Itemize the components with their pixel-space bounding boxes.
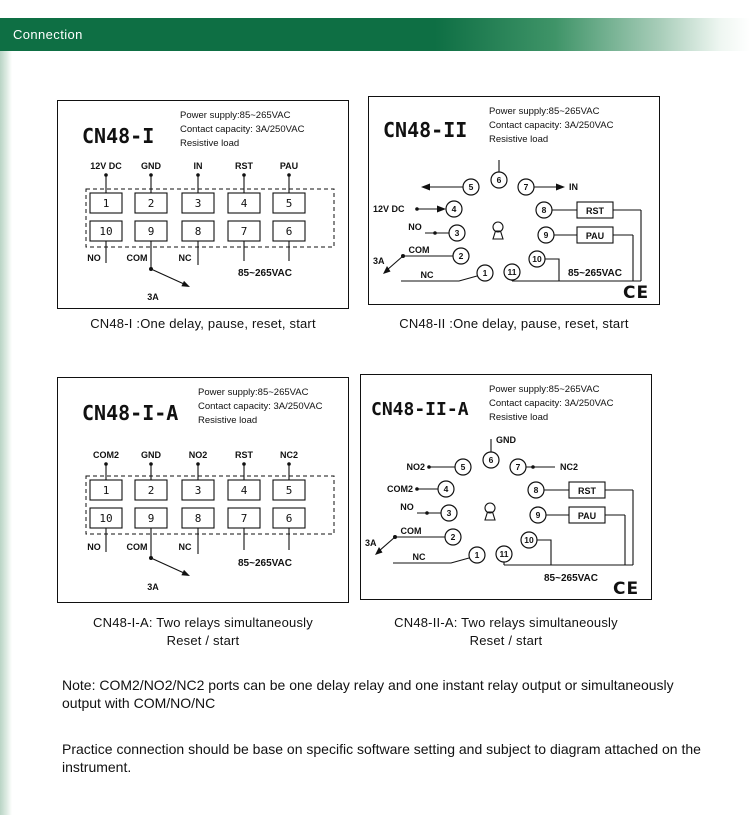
pin-number: 10 bbox=[524, 535, 534, 545]
spec-line: Power supply:85~265VAC bbox=[198, 387, 309, 398]
diagram-panel-cn48-i-a bbox=[57, 377, 349, 603]
terminal-number: 8 bbox=[194, 225, 202, 238]
spec-line: Power supply:85~265VAC bbox=[180, 110, 291, 121]
terminal-number: 8 bbox=[194, 512, 202, 525]
terminal-number: 7 bbox=[240, 225, 248, 238]
supply-voltage: 85~265VAC bbox=[567, 268, 623, 279]
spec-line: Contact capacity: 3A/250VAC bbox=[198, 401, 323, 412]
pin-number: 4 bbox=[443, 484, 449, 494]
left-labels bbox=[373, 204, 434, 280]
pin-number: 11 bbox=[499, 549, 509, 559]
supply-voltage: 85~265VAC bbox=[237, 268, 293, 279]
supply-wires bbox=[244, 528, 289, 550]
model-title: CN48-II-A bbox=[371, 399, 469, 420]
supply-wires bbox=[244, 241, 289, 261]
terminal-number: 4 bbox=[240, 484, 248, 497]
terminal-number: 1 bbox=[102, 484, 110, 497]
terminal-label: IN bbox=[193, 161, 203, 171]
terminal-label: 12V DC bbox=[90, 161, 122, 171]
terminal-number: 6 bbox=[285, 512, 293, 525]
pin-number: 8 bbox=[541, 205, 547, 215]
note-text: Note: COM2/NO2/NC2 ports can be one delay relay and one instant relay output or simultaneously output with COM/NO/NC bbox=[62, 677, 674, 712]
spec-text bbox=[489, 106, 614, 145]
spec-line: Resistive load bbox=[180, 138, 240, 149]
amp-rating: 3A bbox=[365, 538, 377, 548]
terminal-label: GND bbox=[141, 161, 161, 171]
contact-label: NO bbox=[87, 253, 101, 263]
pin-number: 9 bbox=[535, 510, 541, 520]
contact-label: NC bbox=[420, 270, 434, 280]
terminal-label: COM2 bbox=[92, 450, 120, 460]
pin-number: 5 bbox=[468, 182, 474, 192]
header-bar bbox=[0, 18, 750, 51]
input-label: IN bbox=[569, 182, 578, 192]
supply-voltage: 85~265VAC bbox=[543, 573, 599, 584]
pin-number: 8 bbox=[533, 485, 539, 495]
switch-arrow-icon bbox=[181, 570, 190, 576]
spec-line: Contact capacity: 3A/250VAC bbox=[489, 120, 614, 131]
terminal-number: 9 bbox=[147, 225, 155, 238]
supply-dc-label: 12V DC bbox=[373, 204, 405, 214]
terminal-number: 2 bbox=[147, 197, 155, 210]
pause-terminal bbox=[577, 227, 613, 243]
contact-label: NC bbox=[178, 253, 192, 263]
pin-number: 9 bbox=[543, 230, 549, 240]
terminal-number: 5 bbox=[285, 197, 293, 210]
terminal-label: GND bbox=[141, 450, 161, 460]
terminal-label: PAU bbox=[279, 161, 299, 171]
contact-label: NO bbox=[400, 502, 414, 512]
left-edge-strip bbox=[0, 51, 12, 815]
diagram-panel-cn48-i bbox=[57, 100, 349, 309]
contact-label: NC bbox=[412, 552, 426, 562]
contact-label: NO2 bbox=[406, 462, 425, 472]
ground-label: GND bbox=[496, 435, 516, 445]
relay-contact-wires bbox=[106, 241, 198, 287]
spec-line: Resistive load bbox=[489, 134, 549, 145]
terminal-number: 2 bbox=[147, 484, 155, 497]
contact-label: NC2 bbox=[560, 462, 579, 472]
terminal-row-2 bbox=[90, 508, 305, 528]
contact-label: COM2 bbox=[386, 484, 413, 494]
pin-number: 4 bbox=[451, 204, 457, 214]
label-wires bbox=[104, 462, 291, 480]
pause-terminal bbox=[569, 507, 605, 523]
terminal-number: 7 bbox=[240, 512, 248, 525]
terminal-label: NO2 bbox=[188, 450, 208, 460]
terminal-row-2 bbox=[90, 221, 305, 241]
terminal-number: 10 bbox=[99, 512, 113, 525]
cn48-ii-wiring-diagram bbox=[369, 97, 659, 304]
terminal-number: 9 bbox=[147, 512, 155, 525]
terminal-number: 3 bbox=[194, 484, 202, 497]
terminal-row-1 bbox=[90, 480, 305, 500]
spec-line: Power supply:85~265VAC bbox=[489, 106, 600, 117]
model-title: CN48-I-A bbox=[82, 401, 179, 425]
pin-number: 3 bbox=[454, 228, 460, 238]
practice-text: Practice connection should be base on specific software setting and subject to diagram attached on the instrument. bbox=[62, 741, 701, 776]
terminal-row-1 bbox=[90, 193, 305, 213]
pin-number: 6 bbox=[488, 455, 494, 465]
terminal-column-labels bbox=[90, 161, 298, 171]
supply-voltage: 85~265VAC bbox=[237, 558, 293, 569]
caption-line-2: Reset / start bbox=[469, 633, 543, 649]
model-title: CN48-II bbox=[383, 118, 468, 142]
reset-terminal bbox=[577, 202, 613, 218]
spec-text bbox=[180, 110, 305, 149]
amp-rating: 3A bbox=[373, 256, 385, 266]
terminal-number: 6 bbox=[285, 225, 293, 238]
pin-number: 6 bbox=[496, 175, 502, 185]
pin-number: 5 bbox=[460, 462, 466, 472]
spec-line: Power supply:85~265VAC bbox=[489, 384, 600, 395]
keyhole-icon bbox=[485, 503, 495, 520]
spec-line: Resistive load bbox=[489, 412, 549, 423]
caption-cn48-i-a bbox=[57, 614, 349, 650]
page-title: Connection bbox=[13, 27, 83, 42]
pin-number: 2 bbox=[450, 532, 456, 542]
diagram-panel-cn48-ii-a bbox=[360, 374, 652, 600]
model-title: CN48-I bbox=[82, 124, 155, 148]
caption-line-2: Reset / start bbox=[166, 633, 240, 649]
cn48-i-wiring-diagram bbox=[58, 101, 348, 308]
amp-rating: 3A bbox=[147, 582, 159, 592]
terminal-number: 5 bbox=[285, 484, 293, 497]
switch-arrow-icon bbox=[181, 281, 190, 287]
keyhole-icon bbox=[493, 222, 503, 239]
spec-text bbox=[489, 384, 614, 423]
pause-label: PAU bbox=[585, 231, 605, 241]
relay-contact-labels bbox=[87, 253, 192, 263]
caption-cn48-ii: CN48-II :One delay, pause, reset, start bbox=[399, 316, 629, 331]
spec-line: Contact capacity: 3A/250VAC bbox=[180, 124, 305, 135]
terminal-label: NC2 bbox=[279, 450, 299, 460]
pause-label: PAU bbox=[577, 511, 597, 521]
caption-line-1: CN48-I-A: Two relays simultaneously bbox=[93, 615, 313, 630]
ce-mark: CE bbox=[613, 579, 640, 599]
terminal-number: 10 bbox=[99, 225, 113, 238]
caption-cn48-ii-a bbox=[360, 614, 652, 650]
socket-pins bbox=[438, 452, 546, 563]
contact-label: NO bbox=[408, 222, 422, 232]
ce-mark: CE bbox=[623, 283, 650, 303]
terminal-number: 4 bbox=[240, 197, 248, 210]
contact-label: NO bbox=[87, 542, 101, 552]
pin-number: 7 bbox=[515, 462, 521, 472]
contact-label: COM bbox=[400, 526, 422, 536]
cn48-i-a-wiring-diagram bbox=[58, 378, 348, 602]
spec-line: Resistive load bbox=[198, 415, 258, 426]
pin-number: 1 bbox=[482, 268, 488, 278]
reset-label: RST bbox=[586, 206, 604, 216]
caption-line-1: CN48-II-A: Two relays simultaneously bbox=[394, 615, 618, 630]
terminal-number: 1 bbox=[102, 197, 110, 210]
pin-number: 10 bbox=[532, 254, 542, 264]
diagram-panel-cn48-ii bbox=[368, 96, 660, 305]
relay-contact-wires bbox=[106, 528, 198, 576]
label-wires bbox=[104, 173, 291, 193]
caption-cn48-i: CN48-I :One delay, pause, reset, start bbox=[90, 316, 316, 331]
spec-line: Contact capacity: 3A/250VAC bbox=[489, 398, 614, 409]
amp-rating: 3A bbox=[147, 292, 159, 302]
socket-pins bbox=[446, 172, 554, 281]
pin-number: 3 bbox=[446, 508, 452, 518]
reset-label: RST bbox=[578, 486, 596, 496]
pin-number: 11 bbox=[507, 267, 517, 277]
spec-text bbox=[198, 387, 323, 426]
cn48-ii-a-wiring-diagram bbox=[361, 375, 651, 599]
contact-label: COM bbox=[408, 245, 430, 255]
contact-label: COM bbox=[126, 253, 148, 263]
terminal-label: RST bbox=[235, 450, 253, 460]
left-wires bbox=[375, 439, 491, 563]
contact-label: NC bbox=[178, 542, 192, 552]
terminal-number: 3 bbox=[194, 197, 202, 210]
pin-number: 7 bbox=[523, 182, 529, 192]
terminal-column-labels bbox=[93, 450, 298, 460]
pin-number: 1 bbox=[474, 550, 480, 560]
pin-number: 2 bbox=[458, 251, 464, 261]
relay-contact-labels bbox=[87, 542, 192, 552]
contact-label: COM bbox=[126, 542, 148, 552]
terminal-label: RST bbox=[235, 161, 253, 171]
reset-terminal bbox=[569, 482, 605, 498]
left-wires bbox=[383, 160, 499, 281]
